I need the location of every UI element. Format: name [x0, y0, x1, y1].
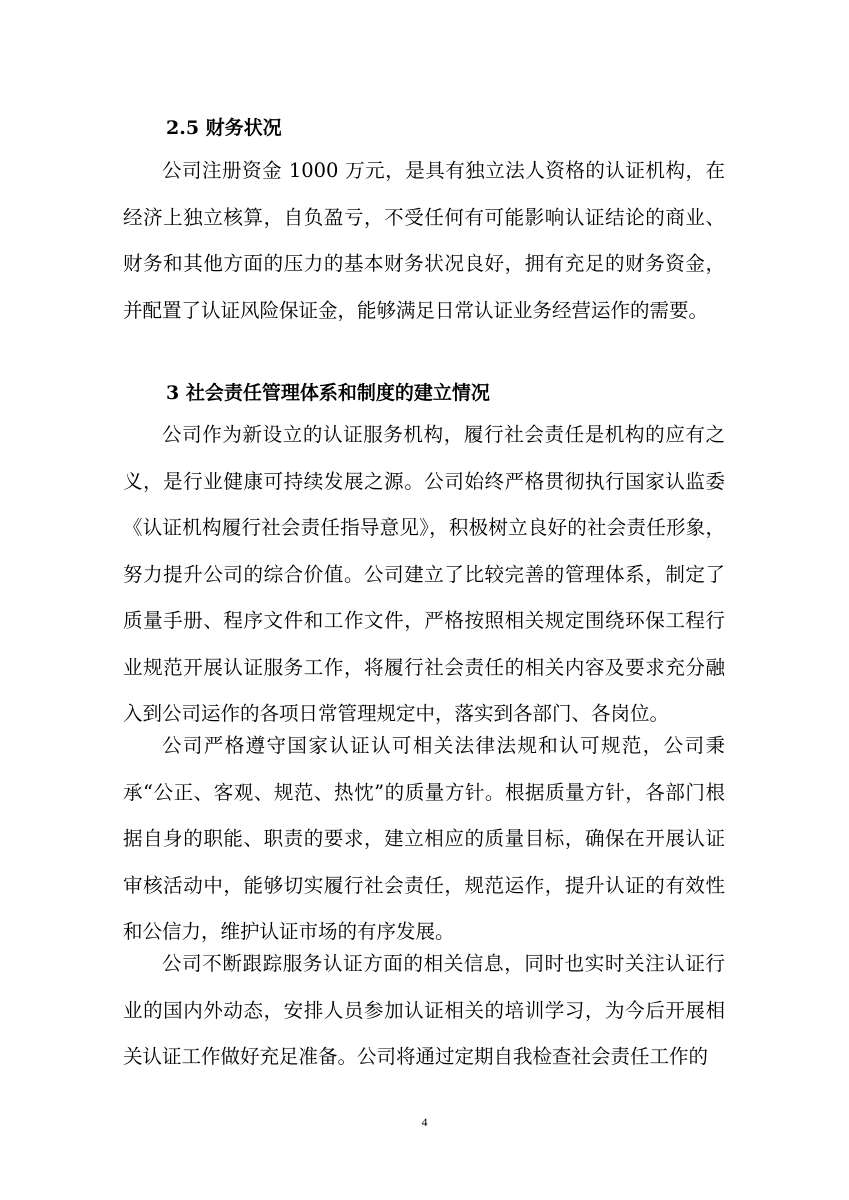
- paragraph-social-responsibility-1: 公司作为新设立的认证服务机构，履行社会责任是机构的应有之义，是行业健康可持续发展之源。公司始终严格贯彻执行国家认监委《认证机构履行社会责任指导意见》，积极树立良好的社会责任形象，努力提升公司的综合价值。公司建立了比较完善的管理体系，制定了质量手册、程序文件和工作文件，严格按照相关规定围绕环保工程行业规范开展认证服务工作，将履行社会责任的相关内容及要求充分融入到公司运作的各项日常管理规定中，落实到各部门、各岗位。: [123, 423, 725, 725]
- section-heading-social-responsibility: 3 社会责任管理体系和制度的建立情况: [166, 382, 490, 404]
- paragraph-social-responsibility-2: 公司严格遵守国家认证认可相关法律法规和认可规范，公司秉承“公正、客观、规范、热忱”的质量方针。根据质量方针，各部门根据自身的职能、职责的要求，建立相应的质量目标，确保在开展认证审核活动中，能够切实履行社会责任，规范运作，提升认证的有效性和公信力，维护认证市场的有序发展。: [123, 734, 725, 943]
- paragraph-financial-status: 公司注册资金 1000 万元，是具有独立法人资格的认证机构，在经济上独立核算，自负盈亏，不受任何有可能影响认证结论的商业、财务和其他方面的压力的基本财务状况良好，拥有充足的财务资金，并配置了认证风险保证金，能够满足日常认证业务经营运作的需要。: [123, 159, 725, 322]
- paragraph-social-responsibility-3: 公司不断跟踪服务认证方面的相关信息，同时也实时关注认证行业的国内外动态，安排人员参加认证相关的培训学习，为今后开展相关认证工作做好充足准备。公司将通过定期自我检查社会责任工作的: [123, 952, 725, 1068]
- page-number: 4: [421, 1115, 428, 1129]
- section-heading-financial-status: 2.5 财务状况: [166, 117, 282, 139]
